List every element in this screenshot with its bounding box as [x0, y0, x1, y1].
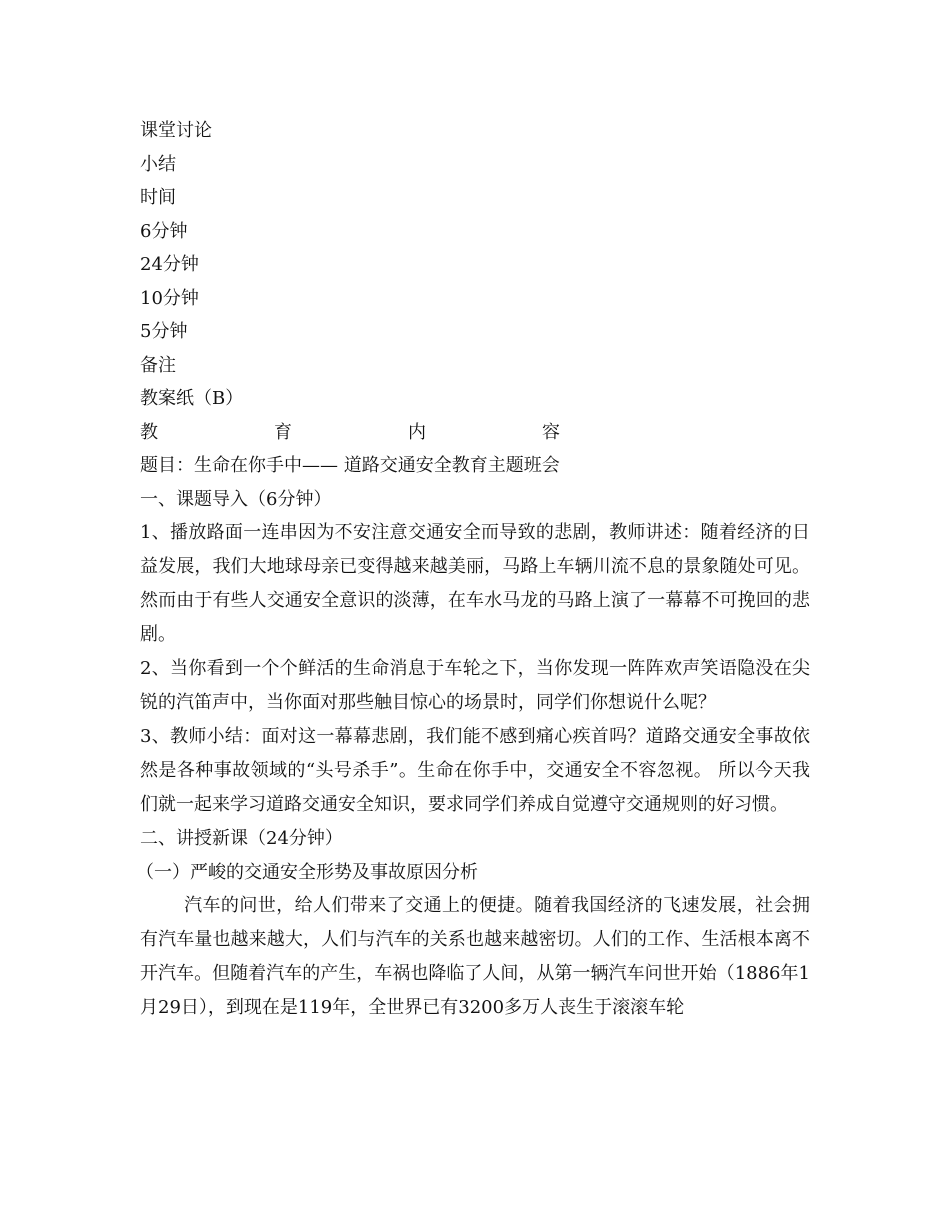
- schedule-item: 教案纸（B）: [140, 388, 244, 409]
- subsection-heading: （一）严峻的交通安全形势及事故原因分析: [136, 861, 478, 883]
- lesson-title: 题目：生命在你手中—— 道路交通安全教育主题班会: [140, 455, 560, 476]
- section-heading: 一、课题导入（6分钟）: [140, 488, 332, 510]
- schedule-item: 备注: [140, 354, 176, 376]
- paragraph: 2、当你看到一个个鲜活的生命消息于车轮之下，当你发现一阵阵欢声笑语隐没在尖锐的汽笛声中，当你面对那些触目惊心的场景时，同学们你想说什么呢？: [140, 658, 810, 713]
- paragraph: 汽车的问世，给人们带来了交通上的便捷。随着我国经济的飞速发展，社会拥有汽车量也越来越大，人们与汽车的关系也越来越密切。人们的工作、生活根本离不开汽车。但随着汽车的产生，车祸也降临了人间，从第一辆汽车问世开始（1886年1月29日），到现在是119年，全世界已有3200多万人丧生于滚滚车轮: [140, 895, 810, 1018]
- schedule-item: 课堂讨论: [140, 120, 212, 141]
- content-header-char: 育: [274, 421, 292, 443]
- schedule-item: 时间: [140, 187, 176, 208]
- content-header-char: 内: [408, 421, 426, 443]
- schedule-item: 小结: [140, 153, 176, 175]
- schedule-item: 10分钟: [140, 287, 199, 309]
- section-heading: 二、讲授新课（24分钟）: [140, 828, 343, 849]
- content-header-char: 教: [140, 421, 158, 443]
- schedule-item: 6分钟: [140, 220, 188, 242]
- document-page: [136, 114, 810, 1025]
- paragraph: 1、播放路面一连串因为不安注意交通安全而导致的悲剧，教师讲述：随着经济的日益发展，我们大地球母亲已变得越来越美丽，马路上车辆川流不息的景象随处可见。然而由于有些人交通安全意识的淡薄，在车水马龙的马路上演了一幕幕不可挽回的悲剧。: [140, 522, 810, 645]
- content-header: [140, 416, 560, 450]
- content-header-char: 容: [542, 421, 560, 443]
- schedule-item: 5分钟: [140, 321, 188, 342]
- paragraph: 3、教师小结：面对这一幕幕悲剧，我们能不感到痛心疾首吗？道路交通安全事故依然是各种事故领域的“头号杀手”。生命在你手中，交通安全不容忽视。 所以今天我们就一起来学习道路交通安全知识，要求同学们养成自觉遵守交通规则的好习惯。: [140, 726, 810, 815]
- schedule-item: 24分钟: [140, 254, 199, 275]
